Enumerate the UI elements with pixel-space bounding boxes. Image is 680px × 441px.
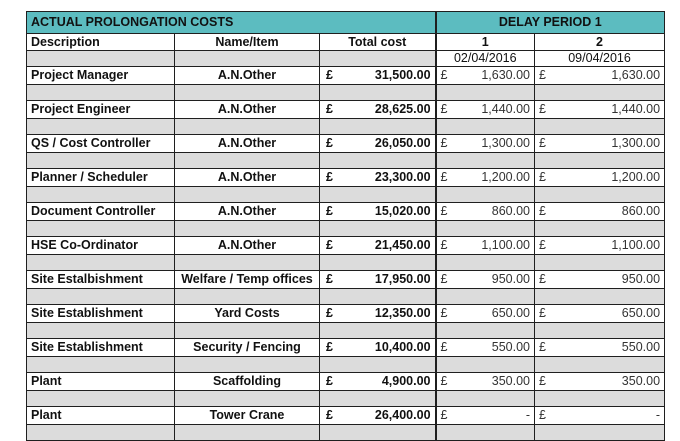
row-name-item: A.N.Other bbox=[175, 237, 320, 255]
row-name-item: A.N.Other bbox=[175, 169, 320, 187]
row-total-currency: £ bbox=[320, 271, 342, 289]
row-total-cost: 17,950.00 bbox=[342, 271, 436, 289]
prolongation-costs-sheet bbox=[26, 11, 664, 441]
spacer-cell bbox=[175, 425, 320, 441]
row-total-cost: 31,500.00 bbox=[342, 67, 436, 85]
row-description: Site Establishment bbox=[27, 339, 175, 357]
spacer-cell bbox=[27, 221, 175, 237]
row-total-currency: £ bbox=[320, 339, 342, 357]
row-period-1-currency: £ bbox=[436, 203, 458, 221]
row-total-cost: 15,020.00 bbox=[342, 203, 436, 221]
row-name-item: Welfare / Temp offices bbox=[175, 271, 320, 289]
row-period-2-currency: £ bbox=[535, 237, 557, 255]
spacer-cell bbox=[535, 221, 665, 237]
spacer-cell bbox=[320, 119, 436, 135]
row-period-2-currency: £ bbox=[535, 67, 557, 85]
row-name-item: A.N.Other bbox=[175, 101, 320, 119]
spacer-cell bbox=[436, 289, 535, 305]
row-period-2-cost: 1,300.00 bbox=[557, 135, 665, 153]
row-period-2-cost: - bbox=[557, 407, 665, 425]
table-row[interactable] bbox=[27, 169, 665, 187]
row-period-1-currency: £ bbox=[436, 407, 458, 425]
row-name-item: Scaffolding bbox=[175, 373, 320, 391]
row-period-2-cost: 350.00 bbox=[557, 373, 665, 391]
row-period-2-currency: £ bbox=[535, 135, 557, 153]
table-row[interactable] bbox=[27, 305, 665, 323]
spacer-cell bbox=[535, 357, 665, 373]
row-period-1-cost: 350.00 bbox=[458, 373, 535, 391]
blank-cell bbox=[175, 51, 320, 67]
spacer-row bbox=[27, 221, 665, 237]
spacer-row bbox=[27, 85, 665, 101]
row-period-1-currency: £ bbox=[436, 101, 458, 119]
period-2-header: 2 bbox=[535, 34, 665, 51]
blank-cell bbox=[27, 51, 175, 67]
spacer-cell bbox=[27, 187, 175, 203]
row-name-item: A.N.Other bbox=[175, 203, 320, 221]
spacer-cell bbox=[535, 255, 665, 271]
row-period-2-cost: 650.00 bbox=[557, 305, 665, 323]
row-period-1-currency: £ bbox=[436, 135, 458, 153]
description-header: Description bbox=[27, 34, 175, 51]
row-total-currency: £ bbox=[320, 101, 342, 119]
row-period-2-currency: £ bbox=[535, 101, 557, 119]
row-period-2-cost: 1,440.00 bbox=[557, 101, 665, 119]
spacer-cell bbox=[175, 289, 320, 305]
table-row[interactable] bbox=[27, 67, 665, 85]
spacer-cell bbox=[27, 425, 175, 441]
spacer-cell bbox=[175, 153, 320, 169]
row-total-currency: £ bbox=[320, 203, 342, 221]
spacer-cell bbox=[27, 323, 175, 339]
row-period-1-cost: 1,440.00 bbox=[458, 101, 535, 119]
spacer-cell bbox=[175, 119, 320, 135]
table-row[interactable] bbox=[27, 203, 665, 221]
spacer-row bbox=[27, 255, 665, 271]
spacer-cell bbox=[175, 187, 320, 203]
row-total-currency: £ bbox=[320, 373, 342, 391]
row-period-2-currency: £ bbox=[535, 271, 557, 289]
table-row[interactable] bbox=[27, 135, 665, 153]
costs-table bbox=[26, 11, 665, 441]
spacer-cell bbox=[175, 391, 320, 407]
header-row bbox=[27, 12, 665, 34]
row-description: Document Controller bbox=[27, 203, 175, 221]
row-period-2-cost: 950.00 bbox=[557, 271, 665, 289]
spacer-cell bbox=[175, 357, 320, 373]
spacer-cell bbox=[320, 255, 436, 271]
row-period-1-cost: 860.00 bbox=[458, 203, 535, 221]
row-period-2-cost: 1,630.00 bbox=[557, 67, 665, 85]
spacer-cell bbox=[436, 255, 535, 271]
spacer-cell bbox=[436, 323, 535, 339]
delay-period-label: DELAY PERIOD 1 bbox=[436, 12, 665, 34]
row-period-1-cost: 950.00 bbox=[458, 271, 535, 289]
spacer-cell bbox=[175, 255, 320, 271]
spacer-cell bbox=[27, 391, 175, 407]
row-total-cost: 23,300.00 bbox=[342, 169, 436, 187]
spacer-cell bbox=[320, 153, 436, 169]
spacer-cell bbox=[27, 85, 175, 101]
spacer-cell bbox=[436, 119, 535, 135]
row-total-currency: £ bbox=[320, 169, 342, 187]
row-description: Project Manager bbox=[27, 67, 175, 85]
spacer-cell bbox=[535, 391, 665, 407]
row-period-1-currency: £ bbox=[436, 271, 458, 289]
row-period-1-currency: £ bbox=[436, 305, 458, 323]
spacer-cell bbox=[27, 289, 175, 305]
row-period-2-cost: 860.00 bbox=[557, 203, 665, 221]
spacer-cell bbox=[320, 187, 436, 203]
spacer-cell bbox=[436, 391, 535, 407]
row-total-cost: 26,400.00 bbox=[342, 407, 436, 425]
row-total-cost: 21,450.00 bbox=[342, 237, 436, 255]
spacer-cell bbox=[436, 357, 535, 373]
row-period-1-cost: 550.00 bbox=[458, 339, 535, 357]
table-row[interactable] bbox=[27, 407, 665, 425]
spacer-cell bbox=[27, 357, 175, 373]
spacer-cell bbox=[320, 323, 436, 339]
row-total-cost: 12,350.00 bbox=[342, 305, 436, 323]
spacer-row bbox=[27, 391, 665, 407]
row-name-item: Security / Fencing bbox=[175, 339, 320, 357]
spacer-cell bbox=[175, 221, 320, 237]
row-period-1-currency: £ bbox=[436, 237, 458, 255]
spacer-cell bbox=[175, 85, 320, 101]
row-name-item: A.N.Other bbox=[175, 135, 320, 153]
spacer-cell bbox=[436, 221, 535, 237]
spacer-cell bbox=[535, 289, 665, 305]
spacer-cell bbox=[535, 85, 665, 101]
spacer-cell bbox=[436, 85, 535, 101]
row-period-2-currency: £ bbox=[535, 407, 557, 425]
spacer-cell bbox=[535, 153, 665, 169]
row-description: HSE Co-Ordinator bbox=[27, 237, 175, 255]
spacer-cell bbox=[320, 289, 436, 305]
total-cost-header: Total cost bbox=[320, 34, 436, 51]
row-name-item: A.N.Other bbox=[175, 67, 320, 85]
spacer-cell bbox=[436, 425, 535, 441]
row-period-2-currency: £ bbox=[535, 373, 557, 391]
row-total-cost: 4,900.00 bbox=[342, 373, 436, 391]
table-row[interactable] bbox=[27, 339, 665, 357]
spacer-row bbox=[27, 357, 665, 373]
row-period-2-currency: £ bbox=[535, 169, 557, 187]
spacer-cell bbox=[320, 357, 436, 373]
row-name-item: Tower Crane bbox=[175, 407, 320, 425]
spacer-cell bbox=[27, 119, 175, 135]
row-total-cost: 28,625.00 bbox=[342, 101, 436, 119]
row-period-1-cost: 1,300.00 bbox=[458, 135, 535, 153]
spacer-cell bbox=[535, 187, 665, 203]
spacer-cell bbox=[436, 187, 535, 203]
spacer-row bbox=[27, 187, 665, 203]
row-description: Planner / Scheduler bbox=[27, 169, 175, 187]
spacer-cell bbox=[535, 119, 665, 135]
row-period-2-currency: £ bbox=[535, 339, 557, 357]
row-period-1-cost: 1,200.00 bbox=[458, 169, 535, 187]
row-total-currency: £ bbox=[320, 237, 342, 255]
spacer-cell bbox=[320, 221, 436, 237]
row-period-1-currency: £ bbox=[436, 67, 458, 85]
spacer-cell bbox=[535, 323, 665, 339]
row-period-2-cost: 550.00 bbox=[557, 339, 665, 357]
table-row[interactable] bbox=[27, 101, 665, 119]
row-description: Plant bbox=[27, 407, 175, 425]
row-description: Plant bbox=[27, 373, 175, 391]
spacer-row bbox=[27, 119, 665, 135]
row-period-1-cost: 650.00 bbox=[458, 305, 535, 323]
spacer-cell bbox=[320, 85, 436, 101]
row-period-2-cost: 1,100.00 bbox=[557, 237, 665, 255]
date-row bbox=[27, 51, 665, 67]
row-period-1-currency: £ bbox=[436, 339, 458, 357]
spacer-cell bbox=[27, 255, 175, 271]
row-period-1-currency: £ bbox=[436, 373, 458, 391]
spacer-row bbox=[27, 323, 665, 339]
spacer-row bbox=[27, 289, 665, 305]
period-1-date: 02/04/2016 bbox=[436, 51, 535, 67]
spacer-row bbox=[27, 425, 665, 441]
row-name-item: Yard Costs bbox=[175, 305, 320, 323]
row-description: Site Establishment bbox=[27, 305, 175, 323]
row-period-1-cost: 1,630.00 bbox=[458, 67, 535, 85]
column-header-row bbox=[27, 34, 665, 51]
name-item-header: Name/Item bbox=[175, 34, 320, 51]
row-period-1-cost: - bbox=[458, 407, 535, 425]
row-period-2-currency: £ bbox=[535, 203, 557, 221]
row-period-1-cost: 1,100.00 bbox=[458, 237, 535, 255]
row-description: Project Engineer bbox=[27, 101, 175, 119]
row-total-currency: £ bbox=[320, 135, 342, 153]
spacer-cell bbox=[436, 153, 535, 169]
spacer-cell bbox=[27, 153, 175, 169]
row-total-currency: £ bbox=[320, 407, 342, 425]
row-period-2-cost: 1,200.00 bbox=[557, 169, 665, 187]
spacer-cell bbox=[320, 425, 436, 441]
row-total-cost: 10,400.00 bbox=[342, 339, 436, 357]
period-1-header: 1 bbox=[436, 34, 535, 51]
period-2-date: 09/04/2016 bbox=[535, 51, 665, 67]
table-row[interactable] bbox=[27, 237, 665, 255]
row-total-cost: 26,050.00 bbox=[342, 135, 436, 153]
spacer-row bbox=[27, 153, 665, 169]
table-row[interactable] bbox=[27, 373, 665, 391]
blank-cell bbox=[320, 51, 436, 67]
sheet-title: ACTUAL PROLONGATION COSTS bbox=[27, 12, 436, 34]
spacer-cell bbox=[175, 323, 320, 339]
row-period-1-currency: £ bbox=[436, 169, 458, 187]
row-description: Site Estalbishment bbox=[27, 271, 175, 289]
spacer-cell bbox=[320, 391, 436, 407]
row-total-currency: £ bbox=[320, 305, 342, 323]
table-row[interactable] bbox=[27, 271, 665, 289]
row-period-2-currency: £ bbox=[535, 305, 557, 323]
row-description: QS / Cost Controller bbox=[27, 135, 175, 153]
spacer-cell bbox=[535, 425, 665, 441]
row-total-currency: £ bbox=[320, 67, 342, 85]
